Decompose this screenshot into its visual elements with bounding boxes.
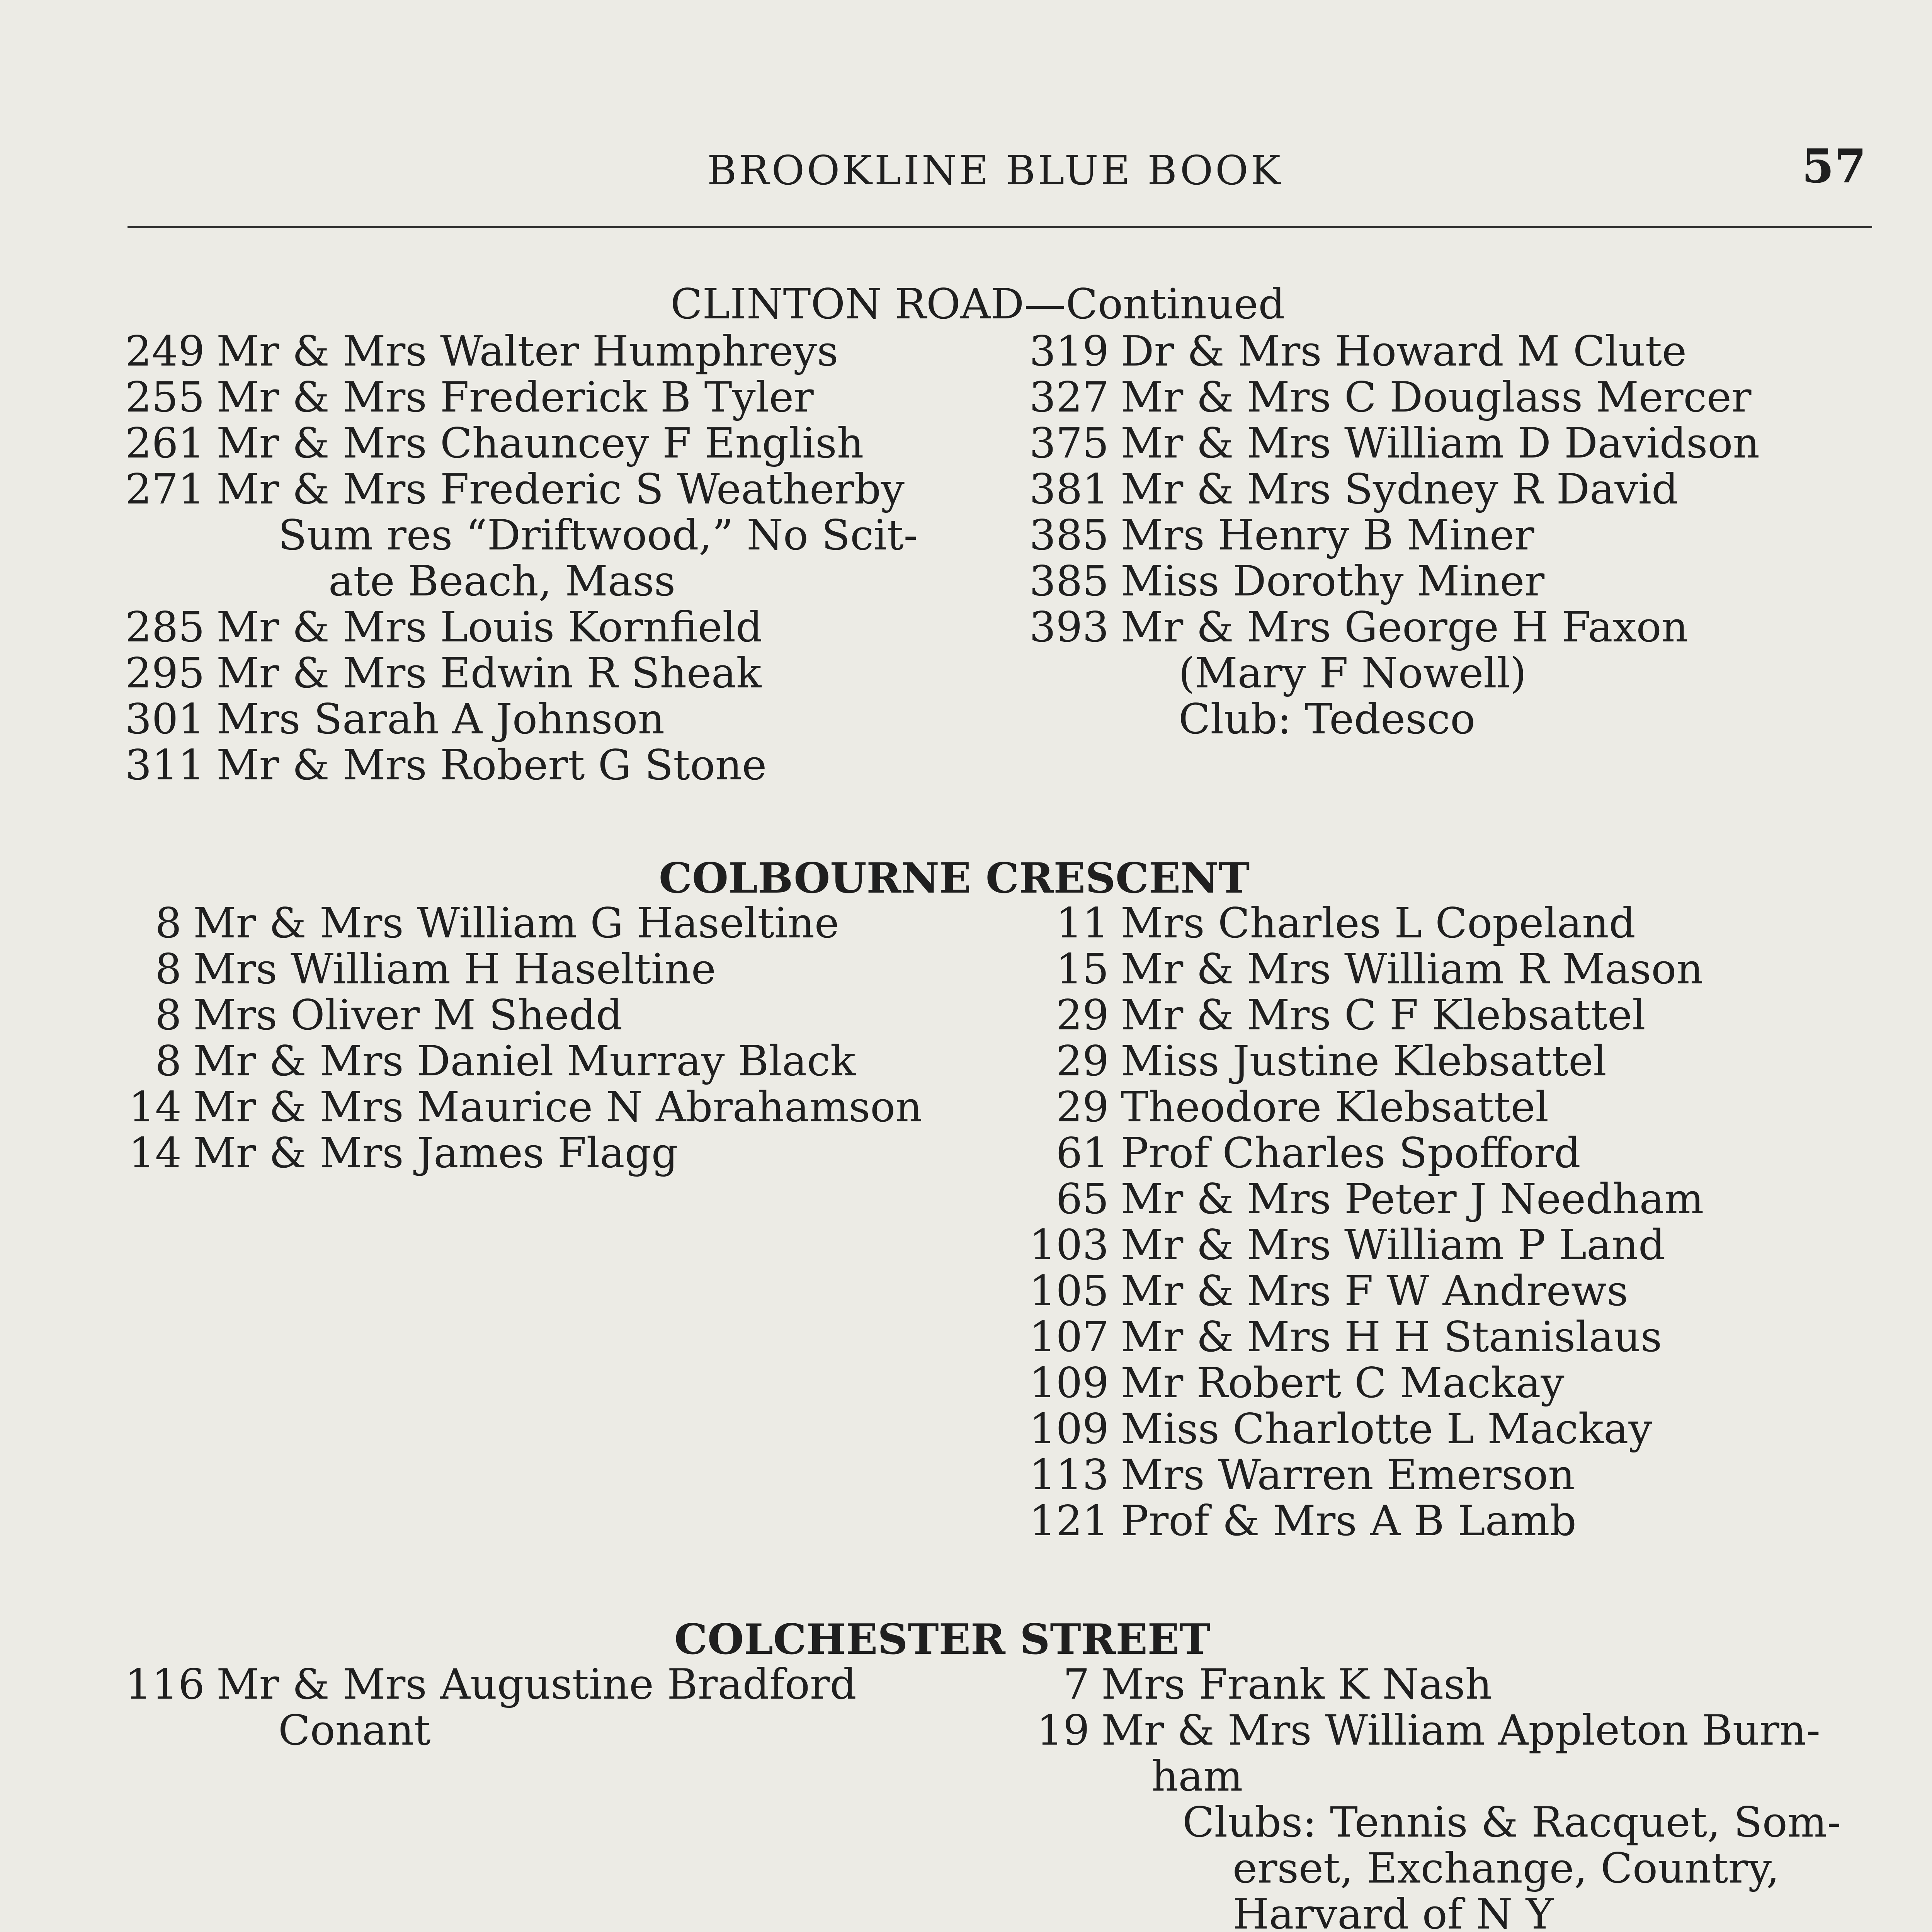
house-number: 249 <box>125 327 205 376</box>
directory-entry <box>1012 1452 1704 1498</box>
house-number: 107 <box>1029 1313 1109 1361</box>
house-number: 301 <box>125 695 205 743</box>
house-number: 29 <box>1056 991 1109 1039</box>
directory-entry <box>1012 1498 1704 1544</box>
directory-entry <box>1012 1222 1704 1268</box>
directory-entry <box>1012 1130 1704 1176</box>
resident-name: Mr & Mrs William Appleton Burn- <box>1101 1706 1820 1755</box>
house-number: 14 <box>128 1083 182 1131</box>
directory-entry <box>1012 1314 1704 1360</box>
entry-note: erset, Exchange, Country, <box>1233 1844 1780 1893</box>
colchester-right-column <box>1012 1662 1841 1932</box>
house-number: 14 <box>128 1129 182 1177</box>
house-number: 103 <box>1029 1221 1109 1269</box>
directory-entry <box>1012 992 1704 1038</box>
resident-name: Mr & Mrs C Douglass Mercer <box>1121 373 1752 422</box>
entry-note: ate Beach, Mass <box>328 557 676 605</box>
page-number: 57 <box>1802 139 1866 194</box>
house-number: 261 <box>125 419 205 468</box>
directory-entry <box>1012 1038 1704 1084</box>
directory-entry <box>1012 328 1760 374</box>
clinton-right-column <box>1012 328 1760 742</box>
house-number: 109 <box>1029 1405 1109 1453</box>
running-head <box>128 139 1866 197</box>
directory-entry <box>1012 512 1760 558</box>
resident-name: Miss Dorothy Miner <box>1121 557 1545 605</box>
resident-name: Mr & Mrs Augustine Bradford <box>216 1660 857 1709</box>
house-number: 113 <box>1029 1451 1109 1499</box>
house-number: 319 <box>1029 327 1109 376</box>
directory-entry <box>104 992 922 1038</box>
resident-name: Mr & Mrs William D Davidson <box>1121 419 1760 468</box>
resident-name: Mr & Mrs James Flagg <box>193 1129 678 1177</box>
house-number: 7 <box>1063 1660 1090 1709</box>
clinton-left-column <box>104 328 918 788</box>
house-number: 29 <box>1056 1083 1109 1131</box>
resident-name: Prof Charles Spofford <box>1121 1129 1581 1177</box>
colbourne-left-column <box>104 900 922 1176</box>
resident-name: Mr & Mrs William G Haseltine <box>193 899 839 947</box>
resident-name: Mrs Charles L Copeland <box>1121 899 1636 947</box>
house-number: 105 <box>1029 1267 1109 1315</box>
directory-entry <box>104 604 918 650</box>
resident-name: Mrs Frank K Nash <box>1101 1660 1492 1709</box>
house-number: 8 <box>155 899 182 947</box>
resident-name: Mr & Mrs F W Andrews <box>1121 1267 1628 1315</box>
resident-name: Mr & Mrs Robert G Stone <box>216 741 767 789</box>
directory-entry <box>104 696 918 742</box>
directory-entry <box>104 900 922 946</box>
directory-entry <box>104 742 918 788</box>
directory-entry <box>1012 466 1760 512</box>
directory-entry <box>1012 420 1760 466</box>
directory-entry <box>1012 374 1760 420</box>
resident-name: Mr & Mrs William R Mason <box>1121 945 1703 993</box>
directory-entry <box>1012 946 1704 992</box>
resident-name: Dr & Mrs Howard M Clute <box>1121 327 1687 376</box>
house-number: 393 <box>1029 603 1109 651</box>
house-number: 327 <box>1029 373 1109 422</box>
header-rule <box>128 226 1872 228</box>
directory-entry <box>104 374 918 420</box>
resident-name: Mr & Mrs Frederic S Weatherby <box>216 465 905 514</box>
house-number: 375 <box>1029 419 1109 468</box>
resident-name: Mr & Mrs Frederick B Tyler <box>216 373 814 422</box>
house-number: 8 <box>155 945 182 993</box>
resident-name: Theodore Klebsattel <box>1121 1083 1549 1131</box>
resident-name: Mr & Mrs Edwin R Sheak <box>216 649 762 697</box>
house-number: 285 <box>125 603 205 651</box>
directory-entry <box>1012 1176 1704 1222</box>
directory-entry <box>104 466 918 512</box>
resident-name: Mr & Mrs Chauncey F English <box>216 419 864 468</box>
house-number: 109 <box>1029 1359 1109 1407</box>
house-number: 255 <box>125 373 205 422</box>
entry-note: Sum res “Driftwood,” No Scit- <box>278 511 918 560</box>
entry-note: (Mary F Nowell) <box>1179 649 1527 697</box>
house-number: 385 <box>1029 511 1109 560</box>
directory-entry <box>1012 1406 1704 1452</box>
directory-entry <box>1012 1708 1841 1753</box>
directory-entry <box>104 328 918 374</box>
directory-entry <box>1012 1360 1704 1406</box>
house-number: 121 <box>1029 1497 1109 1545</box>
resident-name: Mr Robert C Mackay <box>1121 1359 1565 1407</box>
entry-note: Harvard of N Y <box>1233 1890 1554 1932</box>
resident-name: Mr & Mrs Maurice N Abrahamson <box>193 1083 922 1131</box>
house-number: 65 <box>1056 1175 1109 1223</box>
resident-name: Mr & Mrs Peter J Needham <box>1121 1175 1704 1223</box>
resident-name: Mr & Mrs C F Klebsattel <box>1121 991 1646 1039</box>
running-title: BROOKLINE BLUE BOOK <box>707 147 1283 194</box>
resident-name: Mr & Mrs George H Faxon <box>1121 603 1689 651</box>
resident-name: Mrs William H Haseltine <box>193 945 716 993</box>
section-title-clinton-road: CLINTON ROAD—Continued <box>670 280 1285 328</box>
directory-entry <box>1012 1084 1704 1130</box>
house-number: 116 <box>125 1660 205 1709</box>
house-number: 271 <box>125 465 205 514</box>
house-number: 8 <box>155 991 182 1039</box>
directory-entry <box>1012 1268 1704 1314</box>
house-number: 15 <box>1056 945 1109 993</box>
resident-name: Mr & Mrs Sydney R David <box>1121 465 1679 514</box>
resident-name: Prof & Mrs A B Lamb <box>1121 1497 1577 1545</box>
section-title-colchester-street: COLCHESTER STREET <box>674 1615 1211 1664</box>
entry-note: Conant <box>278 1706 431 1755</box>
house-number: 29 <box>1056 1037 1109 1085</box>
directory-entry <box>104 1662 857 1708</box>
resident-name: Miss Justine Klebsattel <box>1121 1037 1607 1085</box>
entry-note: Club: Tedesco <box>1179 695 1476 743</box>
entry-note: Clubs: Tennis & Racquet, Som- <box>1182 1798 1841 1847</box>
directory-entry <box>1012 604 1760 650</box>
colbourne-right-column <box>1012 900 1704 1544</box>
resident-name: Mr & Mrs H H Stanislaus <box>1121 1313 1662 1361</box>
house-number: 295 <box>125 649 205 697</box>
directory-entry <box>1012 1662 1841 1708</box>
directory-entry <box>104 1130 922 1176</box>
resident-name: Mrs Oliver M Shedd <box>193 991 623 1039</box>
house-number: 61 <box>1056 1129 1109 1177</box>
resident-name: Mr & Mrs William P Land <box>1121 1221 1665 1269</box>
resident-name: Mr & Mrs Walter Humphreys <box>216 327 838 376</box>
resident-name: Mrs Henry B Miner <box>1121 511 1534 560</box>
directory-entry <box>104 1084 922 1130</box>
directory-entry <box>104 650 918 696</box>
directory-entry <box>104 420 918 466</box>
directory-entry <box>1012 900 1704 946</box>
resident-name: Mr & Mrs Louis Kornfield <box>216 603 763 651</box>
directory-entry <box>1012 558 1760 604</box>
colchester-left-column <box>104 1662 857 1753</box>
house-number: 11 <box>1056 899 1109 947</box>
directory-entry <box>104 946 922 992</box>
house-number: 19 <box>1036 1706 1090 1755</box>
resident-name: Mrs Sarah A Johnson <box>216 695 665 743</box>
resident-name: Mr & Mrs Daniel Murray Black <box>193 1037 856 1085</box>
house-number: 311 <box>125 741 205 789</box>
house-number: 8 <box>155 1037 182 1085</box>
directory-entry <box>104 1038 922 1084</box>
house-number: 381 <box>1029 465 1109 514</box>
resident-name: Mrs Warren Emerson <box>1121 1451 1575 1499</box>
entry-note: ham <box>1151 1752 1243 1801</box>
house-number: 385 <box>1029 557 1109 605</box>
resident-name: Miss Charlotte L Mackay <box>1121 1405 1652 1453</box>
section-title-colbourne-crescent: COLBOURNE CRESCENT <box>659 854 1250 903</box>
